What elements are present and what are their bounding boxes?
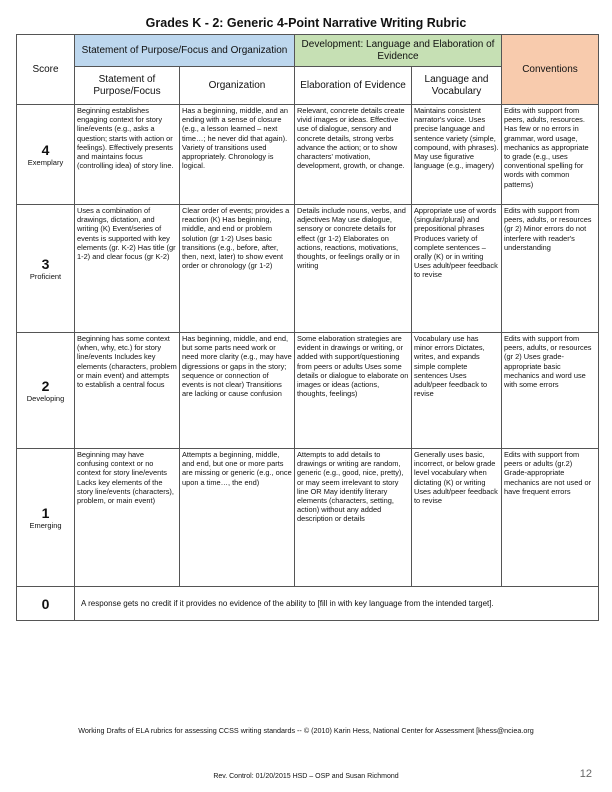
table-row [17,333,599,449]
score-cell [17,105,75,205]
conventions-cell: Edits with support from peers, adults, or resources (gr 2) Minor errors do not interfere with reader's understanding [502,205,599,333]
table-row [17,449,599,587]
revision-footer: Rev. Control: 01/20/2015 HSD – OSP and Susan Richmond [213,773,399,780]
score-header: Score [17,35,75,105]
statement-cell: Uses a combination of drawings, dictation, and writing (K) Event/series of events is supported with key elements (gr. K-2) Has title (gr 1-2) and clear focus (gr K-2) [75,205,180,333]
credit-footer: Working Drafts of ELA rubrics for assessing CCSS writing standards -- © (2010) Karin Hess, National Center for Assessment [khess@nciea.org [78,726,534,735]
language-header: Language and Vocabulary [412,67,502,105]
statement-cell: Beginning establishes engaging context for story line/events (e.g., asks a question; starts with action or feelings). Effectively presents and maintains focus (controlling idea) of story line. [75,105,180,205]
score-number: 3 [41,256,50,272]
score-number: 1 [41,505,50,521]
development-group-header: Development: Language and Elaboration of Evidence [295,35,502,67]
purpose-group-header: Statement of Purpose/Focus and Organization [75,35,295,67]
score-number: 4 [41,142,50,158]
conventions-header: Conventions [502,35,599,105]
language-cell: Vocabulary use has minor errors Dictates, writes, and expands simple complete sentences Uses adult/peer feedback to revise [412,333,502,449]
score-label: Exemplary [27,158,64,167]
language-cell: Generally uses basic, incorrect, or below grade level vocabulary when dictating (K) or writing Uses adult/peer feedback to revise [412,449,502,587]
organization-cell: Attempts a beginning, middle, and end, but one or more parts are missing or generic (e.g., once upon a time…, the end) [180,449,295,587]
score-number: 2 [41,378,50,394]
organization-cell: Has a beginning, middle, and an ending with a sense of closure (e.g., a lesson learned – next time…; he never did that again). Variety of transitions used appropriately. Chronology is logical. [180,105,295,205]
score-cell [17,205,75,333]
zero-description: A response gets no credit if it provides no evidence of the ability to [fill in with key language from the intended target]. [75,587,599,621]
table-row [17,205,599,333]
page-title: Grades K - 2: Generic 4-Point Narrative Writing Rubric [145,16,467,30]
score-cell [17,587,75,621]
conventions-cell: Edits with support from peers, adults, or resources (gr 2) Uses grade-appropriate basic mechanics and word use with some errors [502,333,599,449]
score-label: Proficient [29,272,62,281]
rubric-table [16,34,599,621]
table-row [17,105,599,205]
elaboration-cell: Attempts to add details to drawings or writing are random, generic (e.g., good, nice, pretty), or may seem irrelevant to story line OR May identify literary elements (characters, setting, action) without any added description or details [295,449,412,587]
conventions-cell: Edits with support from peers, adults, resources. Has few or no errors in grammar, word usage, mechanics as appropriate to grade (e.g., uses conventional spelling for words with common patterns) [502,105,599,205]
organization-cell: Clear order of events; provides a reaction (K) Has beginning, middle, and end or problem solution (gr 1-2) Uses basic transitions (e.g., before, after, then, next, later) to show event order or chronology (gr 1-2) [180,205,295,333]
language-cell: Appropriate use of words (singular/plural) and prepositional phrases Produces variety of complete sentences – orally (K) or in writing Uses adult/peer feedback to revise [412,205,502,333]
statement-cell: Beginning has some context (when, why, etc.) for story line/events Includes key elements (characters, problem or main event) and attempts to establish a central focus [75,333,180,449]
score-number: 0 [41,595,50,612]
statement-cell: Beginning may have confusing context or no context for story line/events Lacks key elements of the story line/events (characters), problem, or main event) [75,449,180,587]
score-cell [17,449,75,587]
elaboration-cell: Some elaboration strategies are evident in drawings or writing, or added with support/questioning from peers or adults Uses some details or dialogue to elaborate on images or ideas (actions, thoughts, feelings) [295,333,412,449]
score-label: Emerging [29,521,62,530]
language-cell: Maintains consistent narrator's voice. Uses precise language and sentence variety (simple, compound, with phrases). May use figurative language (e.g., imagery) [412,105,502,205]
elaboration-cell: Details include nouns, verbs, and adjectives May use dialogue, sensory or concrete details for effect (gr 1-2) Elaborates on actions, reactions, motivations, thoughts, or feelings orally or in writing [295,205,412,333]
table-row [17,587,599,621]
organization-header: Organization [180,67,295,105]
elaboration-header: Elaboration of Evidence [295,67,412,105]
conventions-cell: Edits with support from peers or adults (gr.2) Grade-appropriate mechanics are not used or have frequent errors [502,449,599,587]
elaboration-cell: Relevant, concrete details create vivid images or ideas. Effective use of dialogue, sensory and concrete details, strong verbs advance the action; or to show characters' motivation, development, growth, or change. [295,105,412,205]
organization-cell: Has beginning, middle, and end, but some parts need work or need more clarity (e.g., may have digressions or gaps in the story; sequence or connection of events is not clear) Transitions are lacking or cause confusion [180,333,295,449]
score-cell [17,333,75,449]
score-label: Developing [26,394,65,403]
statement-header: Statement of Purpose/Focus [75,67,180,105]
page-number: 12 [579,768,592,780]
